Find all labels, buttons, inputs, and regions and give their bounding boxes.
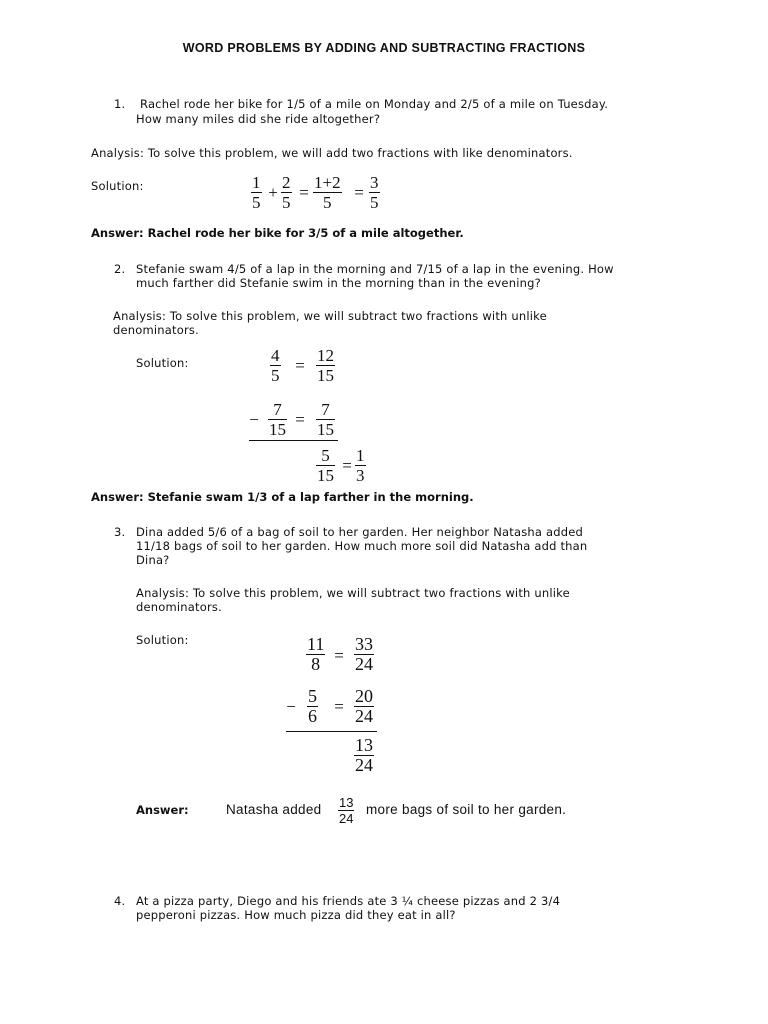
equals-sign: =: [295, 356, 305, 375]
answer-text-before: Natasha added: [226, 802, 322, 817]
fraction: 7 15: [269, 400, 286, 439]
page-title: WORD PROBLEMS BY ADDING AND SUBTRACTING FRACTIONS: [182, 41, 586, 55]
answer-text-after: more bags of soil to her garden.: [366, 802, 567, 817]
fraction: 3 5: [370, 173, 379, 212]
answer-fraction: 13 24: [339, 795, 354, 826]
problem-2-answer: Answer: Stefanie swam 1/3 of a lap farther in the morning.: [91, 490, 474, 504]
problem-1-solution-label: Solution:: [91, 179, 144, 193]
problem-3-line-1: Dina added 5/6 of a bag of soil to her garden. Her neighbor Natasha added: [136, 525, 584, 539]
fraction: 1 3: [356, 446, 365, 485]
problem-1-line-1: Rachel rode her bike for 1/5 of a mile on Monday and 2/5 of a mile on Tuesday.: [140, 97, 609, 111]
problem-1-line-2: How many miles did she ride altogether?: [136, 112, 381, 126]
problem-4-line-1: At a pizza party, Diego and his friends ate 3 ¼ cheese pizzas and 2 3/4: [136, 894, 561, 908]
fraction: 7 15: [317, 400, 334, 439]
fraction: 5 6: [308, 686, 317, 726]
problem-3-analysis-line-1: Analysis: To solve this problem, we will subtract two fractions with unlike: [136, 586, 570, 600]
problem-2-line-2: much farther did Stefanie swim in the morning than in the evening?: [136, 276, 541, 290]
fraction: 12 15: [317, 346, 334, 385]
problem-4-number: 4.: [114, 894, 126, 908]
equals-sign: =: [334, 646, 344, 665]
problem-2-number: 2.: [114, 262, 126, 276]
problem-2-solution-label: Solution:: [136, 356, 189, 370]
fraction: 33 24: [355, 634, 373, 674]
subtraction-rule: [249, 440, 338, 441]
equals-sign: =: [299, 183, 309, 202]
problem-3-number: 3.: [114, 525, 126, 539]
problem-3-line-2: 11/18 bags of soil to her garden. How much more soil did Natasha add than: [136, 539, 588, 553]
problem-4-line-2: pepperoni pizzas. How much pizza did they eat in all?: [136, 908, 456, 922]
fraction: 5 15: [317, 446, 334, 485]
fraction: 13 24: [355, 735, 373, 775]
subtraction-rule: [286, 731, 377, 732]
problem-3-analysis-line-2: denominators.: [136, 600, 222, 614]
fraction: 1+2 5: [314, 173, 341, 212]
problem-3-solution-label: Solution:: [136, 633, 189, 647]
minus-sign: −: [249, 410, 259, 429]
fraction: 20 24: [355, 686, 373, 726]
problem-1-number: 1.: [114, 97, 126, 111]
plus-sign: +: [268, 183, 278, 202]
fraction: 2 5: [282, 173, 291, 212]
problem-3-line-3: Dina?: [136, 553, 170, 567]
problem-2-line-1: Stefanie swam 4/5 of a lap in the morning and 7/15 of a lap in the evening. How: [136, 262, 614, 276]
equals-sign: =: [342, 456, 352, 475]
fraction: 11 8: [307, 634, 325, 674]
equals-sign: =: [295, 410, 305, 429]
problem-1-answer: Answer: Rachel rode her bike for 3/5 of a mile altogether.: [91, 226, 464, 240]
answer-label: Answer:: [136, 803, 189, 817]
equals-sign: =: [334, 697, 344, 716]
problem-1-analysis: Analysis: To solve this problem, we will add two fractions with like denominators.: [91, 146, 573, 160]
minus-sign: −: [286, 697, 296, 716]
equals-sign: =: [354, 183, 364, 202]
problem-2-analysis-line-2: denominators.: [113, 323, 199, 337]
problem-2-analysis-line-1: Analysis: To solve this problem, we will subtract two fractions with unlike: [113, 309, 547, 323]
fraction: 1 5: [252, 173, 261, 212]
fraction: 4 5: [271, 346, 280, 385]
